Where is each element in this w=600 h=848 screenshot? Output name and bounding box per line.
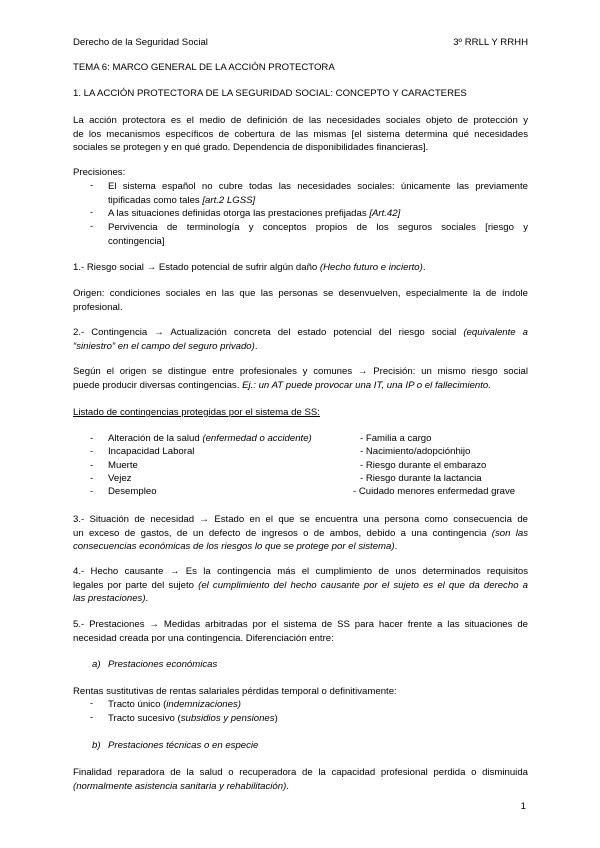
page-title: TEMA 6: MARCO GENERAL DE LA ACCIÓN PROTECTORA [73,62,335,73]
precision-text: tipificadas como tales [108,194,203,206]
bullet-dash: - [90,221,94,232]
header-right: 3º RRLL Y RRHH [453,37,528,48]
precision-text: A las situaciones definidas otorga las prestaciones prefijadas [108,208,370,219]
punctuation: . [394,541,398,553]
section-heading: 1. LA ACCIÓN PROTECTORA DE LA SEGURIDAD SOCIAL: CONCEPTO Y CARACTERES [73,88,467,99]
causante-paragraph [73,565,528,606]
precisiones-heading: Precisiones: [73,167,126,178]
rentas-item: Tracto sucesivo (subsidios y pensiones) [108,713,278,724]
necesidad-line: un exceso de gastos, de un defecto de ingresos o de ambos, debido a una contingencia [73,527,492,539]
subsection-b-title: Prestaciones técnicas o en especie [108,740,259,751]
rentas-heading: Rentas sustitutivas de rentas salariales pérdidas temporal o definitivamente: [73,686,397,697]
contingencia-paragraph [73,326,528,353]
contingency-item: - Nacimiento/adopciónhijo [360,446,471,458]
listado-left [108,432,312,498]
precision-text: El sistema español no cubre todas las necesidades sociales: únicamente las previamente [108,181,528,192]
segun-paragraph [73,365,528,392]
bullet-dash: - [90,207,94,218]
intro-line: de los mecanismos específicos de cobertura de las mismas [el sistema determina qué necesidades [73,128,528,140]
prestaciones-paragraph [73,618,528,645]
subsection-a-title: Prestaciones económicas [108,659,218,670]
bullet-dash: - [90,712,94,723]
contingency-item: Desempleo [108,486,157,498]
example-note: Ej.: un AT puede provocar una IT, una IP o el fallecimiento. [242,379,491,391]
origen-paragraph [73,287,528,314]
segun-line: Según el origen se distingue entre profesionales y comunes → Precisión: un mismo riesgo social [73,366,528,377]
punctuation: . [145,593,149,605]
intro-paragraph [73,114,528,155]
prestaciones-line: 5.- Prestaciones → Medidas arbitradas por el sistema de SS para hacer frente a las situaciones de [73,619,528,630]
riesgo-text: 1.- Riesgo social → Estado potencial de sufrir algún daño [73,262,320,273]
listado-heading: Listado de contingencias protegidas por el sistema de SS: [73,407,320,418]
causante-note: las prestaciones) [73,593,146,605]
bullet-dash: - [90,698,94,709]
precision-text: Pervivencia de terminología y conceptos propios de los seguros sociales [riesgo y [108,222,528,233]
necesidad-note: (son las [491,527,528,539]
riesgo-definition [73,261,426,274]
contingency-item: Alteración de la salud (enfermedad o accidente) [108,433,312,444]
intro-line: sociales se protegen y en qué grado. Dependencia de disponibilidades financieras]. [73,142,429,154]
contingency-item: - Cuidado menores enfermedad grave [353,486,516,498]
listado-left-dashes: - - - - - [90,433,94,498]
punctuation: . [422,262,426,273]
contingencia-text: 2.- Contingencia → Actualización concreta del estado potencial del riesgo social [73,327,464,338]
contingencia-note: (equivalente a [463,327,528,338]
finalidad-note: (normalmente asistencia sanitaria y rehabilitación) [73,780,287,792]
causante-line: 4.- Hecho causante → Es la contingencia más el cumplimiento de unos determinados requisitos [73,566,528,577]
precision-text: contingencia] [108,235,165,247]
contingency-item: - Riesgo durante el embarazo [360,459,487,471]
origen-line: Origen: condiciones sociales en las que las personas se desenvuelven, especialmente la de índole [73,288,528,299]
precision-item [108,180,528,207]
contingency-item: Muerte [108,459,138,471]
contingency-item: Vejez [108,472,132,484]
contingencia-note: “siniestro” en el campo del seguro privado) [73,340,255,352]
necesidad-note: consecuencias económicas de los riesgos lo que se protege por el sistema) [73,541,395,553]
punctuation: . [254,340,258,352]
contingency-item: - Familia a cargo [360,433,432,444]
punctuation: . [286,780,289,792]
page-number: 1 [520,801,526,812]
segun-line: puede producir diversas contingencias. [73,379,243,391]
article-ref: [art.2 LGSS] [202,194,256,206]
precision-item [108,207,528,221]
listado-right [353,432,515,498]
precision-item [108,221,528,248]
article-ref: [Art.42] [369,208,401,219]
subsection-a-label: a) [92,659,101,670]
riesgo-note: (Hecho futuro e incierto) [319,262,423,273]
necesidad-paragraph [73,513,528,554]
subsection-b-label: b) [92,740,101,751]
origen-line: profesional. [73,301,123,313]
causante-line: legales por parte del sujeto [73,579,199,591]
bullet-dash: - [90,180,94,191]
contingency-item: - Riesgo durante la lactancia [360,472,482,484]
contingency-item: Incapacidad Laboral [108,446,195,458]
intro-line: La acción protectora es el medio de definición de las necesidades sociales objeto de protección y [73,115,528,126]
finalidad-line: Finalidad reparadora de la salud o recuperadora de la capacidad profesional perdida o disminuida [73,767,528,778]
finalidad-paragraph [73,766,528,793]
header-left: Derecho de la Seguridad Social [73,37,208,48]
prestaciones-line: necesidad creada por una contingencia. Diferenciación entre: [73,632,334,644]
necesidad-line: 3.- Situación de necesidad → Estado en el que se encuentra una persona como consecuencia de [73,514,528,525]
rentas-item: Tracto único (indemnizaciones) [108,699,241,710]
causante-note: (el cumplimiento del hecho causante por el sujeto es el que da derecho a [198,579,528,591]
